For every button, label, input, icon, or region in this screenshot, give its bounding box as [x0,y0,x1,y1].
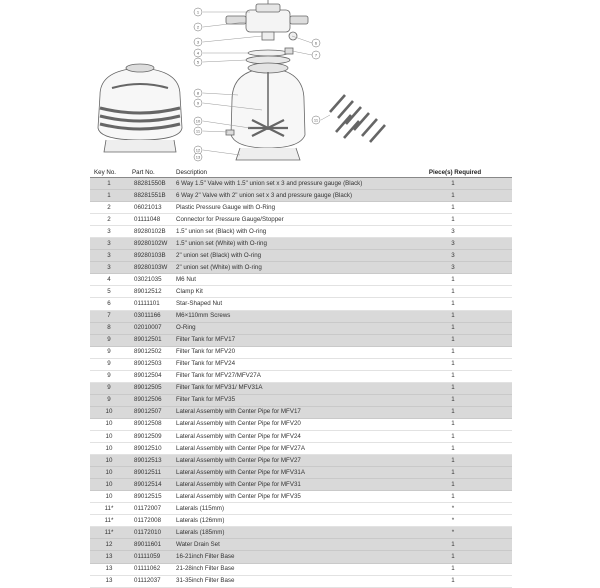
table-row [90,551,512,563]
table-row [90,503,512,515]
cell-part-no: 89012511 [128,467,172,479]
cell-key-no: 9 [90,370,128,382]
table-row [90,334,512,346]
table-row [90,539,512,551]
table-row [90,250,512,262]
cell-key-no: 10 [90,479,128,491]
table-row [90,238,512,250]
cell-key-no: 11* [90,527,128,539]
cell-key-no: 1 [90,178,128,190]
cell-key-no: 3 [90,262,128,274]
cell-key-no: 13 [90,563,128,575]
drain-illustration [226,130,234,135]
exploded-parts-diagram [0,0,600,166]
cell-part-no: 89280102W [128,238,172,250]
cell-pieces-required: 1 [394,202,512,214]
table-row [90,575,512,587]
callout-number: 11 [313,117,319,123]
cell-key-no: 10 [90,455,128,467]
cell-description: Plastic Pressure Gauge with O-Ring [172,202,394,214]
cell-key-no: 9 [90,334,128,346]
cell-part-no: 89012513 [128,455,172,467]
callout-number: 9 [196,100,200,106]
cell-description: Filter Tank for MFV31/ MFV31A [172,382,394,394]
cell-pieces-required: 1 [394,430,512,442]
table-row [90,479,512,491]
cell-key-no: 10 [90,467,128,479]
cell-key-no: 3 [90,250,128,262]
header-description: Description [172,167,394,178]
cell-pieces-required: 1 [394,575,512,587]
cell-description: Water Drain Set [172,539,394,551]
callout-number: 2 [196,24,200,30]
cell-description: 2" union set (Black) with O-ring [172,250,394,262]
cell-description: Filter Tank for MFV35 [172,394,394,406]
cell-pieces-required: 1 [394,551,512,563]
cell-part-no: 01172010 [128,527,172,539]
cell-key-no: 3 [90,238,128,250]
cell-pieces-required: 1 [394,382,512,394]
cell-description: Filter Tank for MFV20 [172,346,394,358]
callout-number: 4 [196,50,200,56]
cell-part-no: 01172008 [128,515,172,527]
cell-description: Filter Tank for MFV24 [172,358,394,370]
cell-description: Lateral Assembly with Center Pipe for MFV20 [172,418,394,430]
cell-pieces-required: 1 [394,539,512,551]
cell-description: 1.5" union set (Black) with O-ring [172,226,394,238]
cell-key-no: 2 [90,202,128,214]
table-row [90,358,512,370]
cell-part-no: 01111059 [128,551,172,563]
cell-description: 21-28inch Filter Base [172,563,394,575]
cell-pieces-required: 1 [394,418,512,430]
table-row [90,406,512,418]
cell-part-no: 89280103W [128,262,172,274]
cell-part-no: 88281551B [128,190,172,202]
cell-part-no: 89012514 [128,479,172,491]
table-row [90,491,512,503]
table-row [90,322,512,334]
cell-part-no: 89280102B [128,226,172,238]
cell-part-no: 89012506 [128,394,172,406]
cell-key-no: 3 [90,226,128,238]
cell-key-no: 1 [90,190,128,202]
pressure-gauge-illustration [289,32,297,40]
cell-part-no: 89012508 [128,418,172,430]
callout-number: 11 [195,128,201,134]
laterals-illustration [330,95,385,142]
table-row [90,262,512,274]
cell-pieces-required: 1 [394,370,512,382]
cell-description: Laterals (115mm) [172,503,394,515]
table-row [90,370,512,382]
cell-key-no: 6 [90,298,128,310]
callout-number: 7 [314,52,318,58]
cell-description: Filter Tank for MFV27/MFV27A [172,370,394,382]
cell-pieces-required: 1 [394,491,512,503]
cell-pieces-required: 3 [394,238,512,250]
header-key-no: Key No. [90,167,128,178]
callout-number: 6 [314,40,318,46]
cell-part-no: 89012510 [128,443,172,455]
cell-key-no: 13 [90,575,128,587]
cell-description: Clamp Kit [172,286,394,298]
cell-description: 2" union set (White) with O-ring [172,262,394,274]
cell-part-no: 02010007 [128,322,172,334]
cell-part-no: 89280103B [128,250,172,262]
cell-description: Lateral Assembly with Center Pipe for MFV35 [172,491,394,503]
table-row [90,382,512,394]
table-row [90,178,512,190]
cell-description: M6×110mm Screws [172,310,394,322]
cell-description: Lateral Assembly with Center Pipe for MFV27 [172,455,394,467]
cell-key-no: 13 [90,551,128,563]
cell-key-no: 8 [90,322,128,334]
cell-pieces-required: 1 [394,443,512,455]
table-row [90,190,512,202]
table-header-row [90,167,512,178]
cell-pieces-required: 1 [394,334,512,346]
table-row [90,274,512,286]
cell-part-no: 88281550B [128,178,172,190]
callout-number: 8 [196,90,200,96]
cell-pieces-required: 3 [394,250,512,262]
cell-pieces-required: 1 [394,178,512,190]
cell-part-no: 03021035 [128,274,172,286]
cell-description: Laterals (126mm) [172,515,394,527]
cell-description: Lateral Assembly with Center Pipe for MFV31A [172,467,394,479]
cell-key-no: 10 [90,443,128,455]
table-row [90,310,512,322]
cell-pieces-required: 1 [394,190,512,202]
cell-part-no: 06021013 [128,202,172,214]
table-row [90,527,512,539]
table-row [90,298,512,310]
cell-part-no: 89012503 [128,358,172,370]
cell-pieces-required: 1 [394,310,512,322]
table-row [90,443,512,455]
cell-description: Connector for Pressure Gauge/Stopper [172,214,394,226]
cell-part-no: 01112037 [128,575,172,587]
cell-key-no: 10 [90,418,128,430]
header-part-no: Part No. [128,167,172,178]
table-row [90,202,512,214]
cell-pieces-required: 1 [394,479,512,491]
cell-key-no: 9 [90,394,128,406]
cell-pieces-required: 1 [394,467,512,479]
cell-description: O-Ring [172,322,394,334]
callout-number: 3 [196,39,200,45]
table-row [90,214,512,226]
cell-key-no: 5 [90,286,128,298]
cell-key-no: 4 [90,274,128,286]
table-row [90,394,512,406]
cell-description: Lateral Assembly with Center Pipe for MFV17 [172,406,394,418]
cell-description: 6 Way 2" Valve with 2" union set x 3 and pressure gauge (Black) [172,190,394,202]
cell-key-no: 12 [90,539,128,551]
table-row [90,226,512,238]
callout-number: 1 [196,9,200,15]
cell-description: Filter Tank for MFV17 [172,334,394,346]
table-row [90,430,512,442]
cell-pieces-required: 1 [394,274,512,286]
cell-pieces-required: 1 [394,358,512,370]
table-row [90,418,512,430]
cell-part-no: 89012502 [128,346,172,358]
table-row [90,346,512,358]
cell-part-no: 89012505 [128,382,172,394]
header-pieces-required: Piece(s) Required [394,167,512,178]
table-row [90,515,512,527]
table-row [90,455,512,467]
cell-pieces-required: * [394,515,512,527]
cell-key-no: 9 [90,346,128,358]
cell-part-no: 01172007 [128,503,172,515]
cell-key-no: 10 [90,430,128,442]
cell-pieces-required: 1 [394,214,512,226]
cell-key-no: 7 [90,310,128,322]
cell-pieces-required: 1 [394,455,512,467]
cell-key-no: 9 [90,382,128,394]
cell-part-no: 89011601 [128,539,172,551]
star-nut-illustration [285,48,293,54]
cell-part-no: 03011166 [128,310,172,322]
cell-pieces-required: 3 [394,226,512,238]
callout-number: 5 [196,59,200,65]
cell-part-no: 89012512 [128,286,172,298]
cell-key-no: 10 [90,491,128,503]
cell-pieces-required: 1 [394,394,512,406]
cell-key-no: 11* [90,515,128,527]
cell-description: M6 Nut [172,274,394,286]
cell-part-no: 89012501 [128,334,172,346]
cell-description: 6 Way 1.5" Valve with 1.5" union set x 3 and pressure gauge (Black) [172,178,394,190]
cell-part-no: 01111101 [128,298,172,310]
cell-key-no: 10 [90,406,128,418]
cell-pieces-required: 1 [394,563,512,575]
cell-part-no: 89012504 [128,370,172,382]
table-row [90,467,512,479]
cell-key-no: 2 [90,214,128,226]
o-ring-illustration [248,50,288,56]
cell-part-no: 89012507 [128,406,172,418]
callout-number: 10 [195,118,201,124]
table-row [90,286,512,298]
cell-description: Lateral Assembly with Center Pipe for MFV24 [172,430,394,442]
callout-number: 12 [195,147,201,153]
cell-description: Lateral Assembly with Center Pipe for MFV27A [172,443,394,455]
cell-pieces-required: 1 [394,286,512,298]
cell-pieces-required: 1 [394,406,512,418]
filter-tank-large-illustration [226,63,305,160]
parts-table-body [90,178,512,588]
cell-pieces-required: * [394,503,512,515]
cell-pieces-required: * [394,527,512,539]
cell-description: 1.5" union set (White) with O-ring [172,238,394,250]
filter-tank-small-illustration [98,64,182,152]
cell-description: 31-35inch Filter Base [172,575,394,587]
cell-description: 16-21inch Filter Base [172,551,394,563]
cell-part-no: 01111048 [128,214,172,226]
cell-part-no: 89012509 [128,430,172,442]
cell-key-no: 11* [90,503,128,515]
table-row [90,563,512,575]
cell-part-no: 89012515 [128,491,172,503]
cell-description: Laterals (185mm) [172,527,394,539]
cell-pieces-required: 3 [394,262,512,274]
cell-pieces-required: 1 [394,298,512,310]
cell-pieces-required: 1 [394,346,512,358]
callout-number: 13 [195,154,201,160]
cell-part-no: 01111062 [128,563,172,575]
cell-key-no: 9 [90,358,128,370]
cell-description: Star-Shaped Nut [172,298,394,310]
parts-table [90,167,512,588]
cell-description: Lateral Assembly with Center Pipe for MFV31 [172,479,394,491]
cell-pieces-required: 1 [394,322,512,334]
